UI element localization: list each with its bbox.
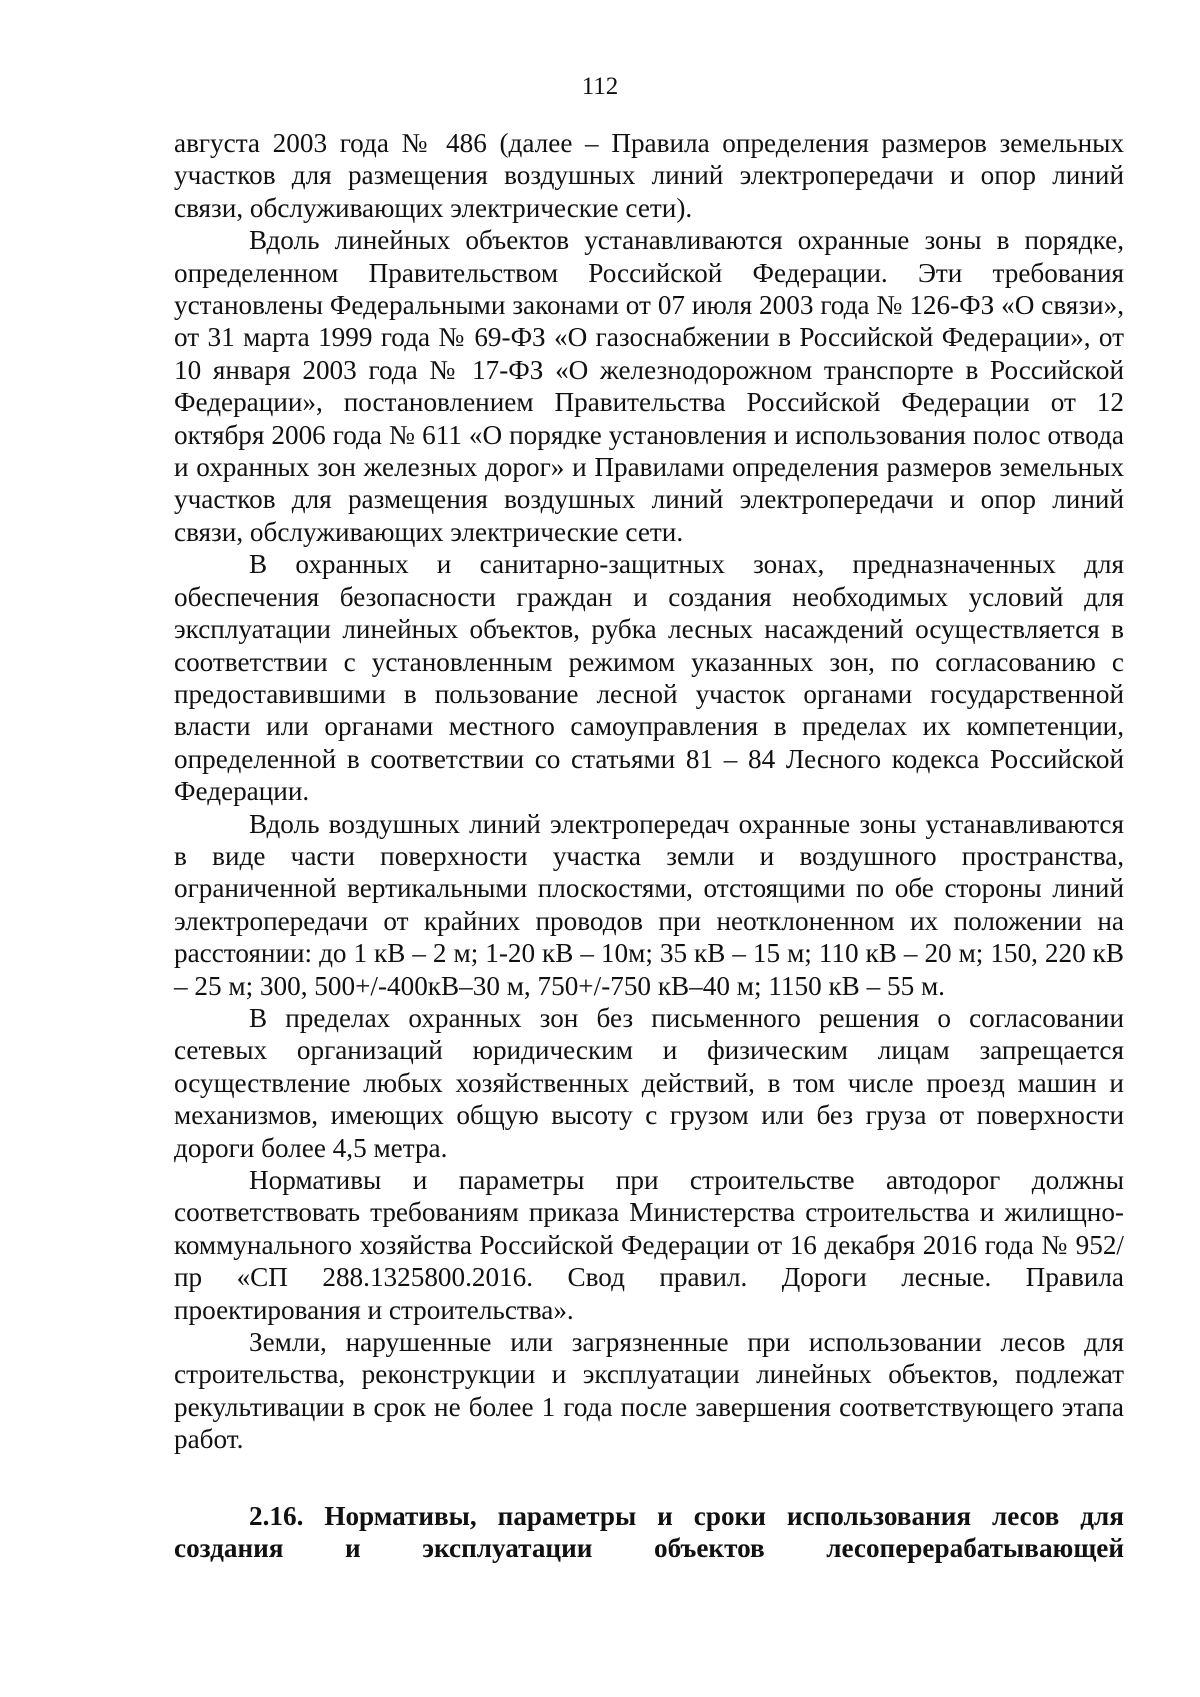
page-number: 112 [581,73,619,100]
paragraph-recultivation: Земли, нарушенные или загрязненные при использовании лесов для строительства, реконструкции и эксплуатации линейных объектов, подлежат рекультивации в срок не более 1 года после завершения соответствующего этапа работ. [174,1327,1124,1455]
paragraph-sanitary-zones: В охранных и санитарно-защитных зонах, предназначенных для обеспечения безопасности граждан и создания необходимых условий для эксплуатации линейных объектов, рубка лесных насаждений осуществляется в соответствии с установленным режимом указанных зон, по согласованию с предоставившими в пользование лесной участок органами государственной власти или органами местного самоуправления в пределах их компетенции, определенной в соответствии со статьями 81 – 84 Лесного кодекса Российской Федерации. [174,549,1124,807]
paragraph-restrictions: В пределах охранных зон без письменного решения о согласовании сетевых организаций юридическим и физическим лицам запрещается осуществление любых хозяйственных действий, в том числе проезд машин и механизмов, имеющих общую высоту с грузом или без груза от поверхности дороги более 4,5 метра. [174,1002,1124,1163]
paragraph-power-lines: Вдоль воздушных линий электропередач охранные зоны устанавливаются в виде части поверхности участка земли и воздушного пространства, ограниченной вертикальными плоскостями, отстоящими по обе стороны линий электропередачи от крайних проводов при неотклоненном их положении на расстоянии: до 1 кВ – 2 м; 1-20 кВ – 10м; 35 кВ – 15 м; 110 кВ – 20 м; 150, 220 кВ – 25 м; 300, 500+/-400кВ–30 м, 750+/-750 кВ–40 м; 1150 кВ – 55 м. [174,808,1124,1001]
paragraph-protection-zones: Вдоль линейных объектов устанавливаются охранные зоны в порядке, определенном Правительством Российской Федерации. Эти требования установлены Федеральными законами от 07 июля 2003 года № 126-ФЗ «О связи», от 31 марта 1999 года № 69-ФЗ «О газоснабжении в Российской Федерации», от 10 января 2003 года № 17-ФЗ «О железнодорожном транспорте в Российской Федерации», постановлением Правительства Российской Федерации от 12 октября 2006 года № 611 «О порядке установления и использования полос отвода и охранных зон железных дорог» и Правилами определения размеров земельных участков для размещения воздушных линий электропередачи и опор линий связи, обслуживающих электрические сети. [174,225,1124,547]
paragraph-road-standards: Нормативы и параметры при строительстве автодорог должны соответствовать требованиям приказа Министерства строительства и жилищно-коммунального хозяйства Российской Федерации от 16 декабря 2016 года № 952/пр «СП 288.1325800.2016. Свод правил. Дороги лесные. Правила проектирования и строительства». [174,1165,1124,1325]
document-body [174,127,1124,1564]
paragraph-continuation: августа 2003 года № 486 (далее – Правила определения размеров земельных участков для размещения воздушных линий электропередачи и опор линий связи, обслуживающих электрические сети). [174,128,1124,223]
section-heading: 2.16. Нормативы, параметры и сроки использования лесов для создания и эксплуатации объектов лесоперерабатывающей [174,1500,1124,1564]
